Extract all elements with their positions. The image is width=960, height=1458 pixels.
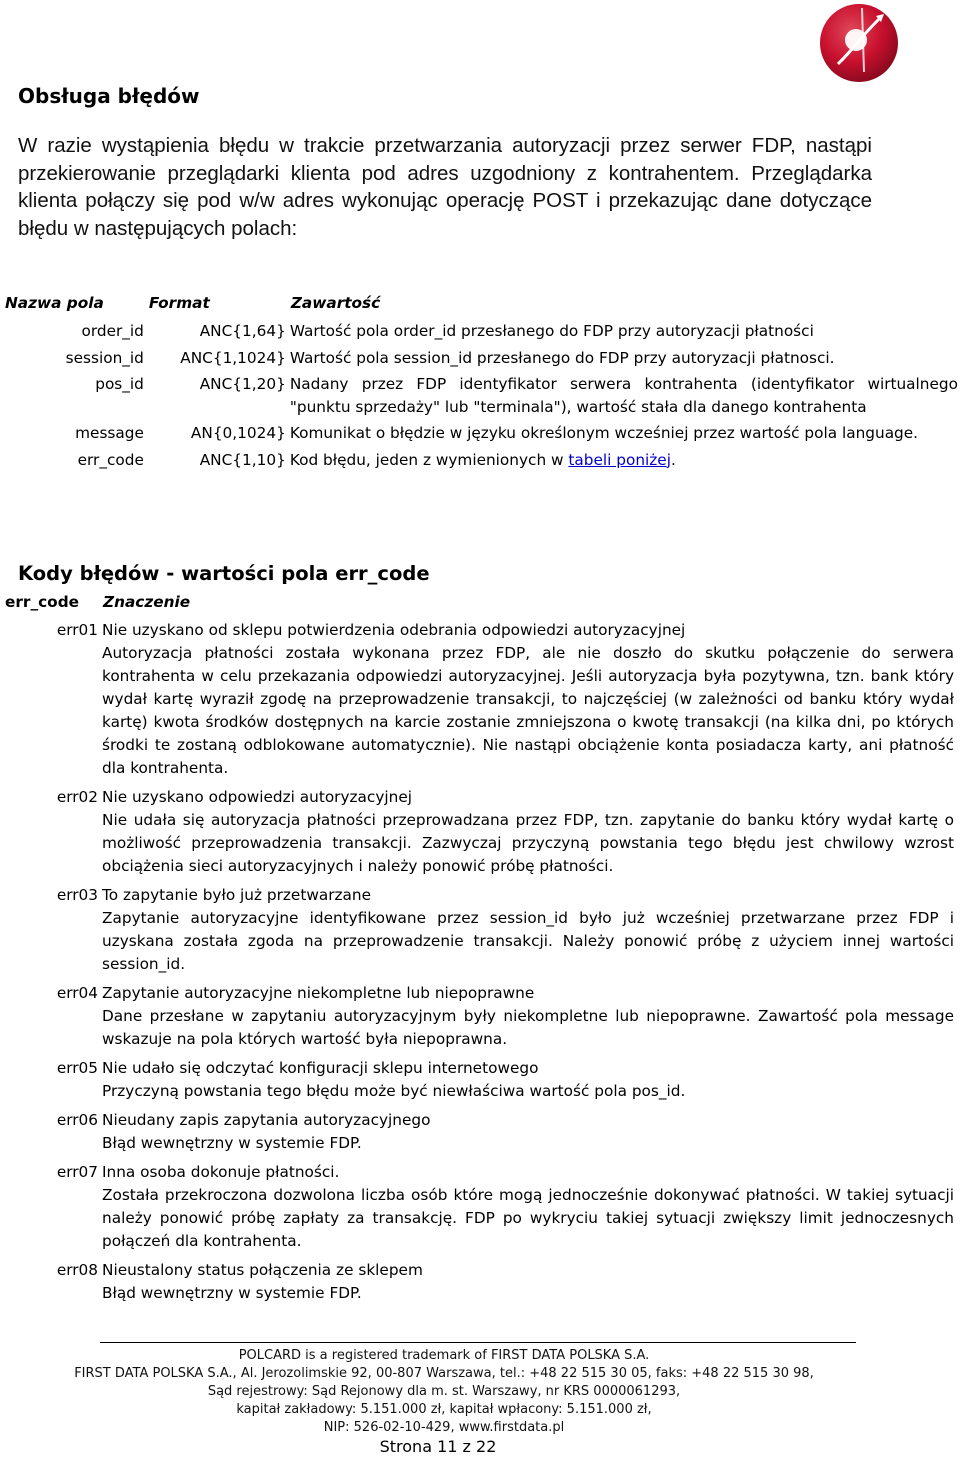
page-number: Strona 11 z 22 [379, 1437, 497, 1456]
error-title: Inna osoba dokonuje płatności. [102, 1163, 340, 1181]
table-row [2, 319, 960, 346]
error-code: err08 [56, 1261, 98, 1279]
field-name: order_id [81, 322, 144, 340]
table-row [2, 1259, 956, 1311]
error-body: Przyczyną powstania tego błędu może być niewłaściwa wartość pola pos_id. [102, 1082, 686, 1100]
error-description [100, 1109, 956, 1161]
error-table-link[interactable]: tabeli poniżej [568, 450, 671, 469]
error-description [100, 1161, 956, 1259]
intro-line: kontrahentem. Przeglądarka klienta połączy się pod w/w adres wykonując [18, 161, 873, 212]
intro-line: W razie wystąpienia błędu w trakcie przetwarzania autoryzacji przez serwer [18, 134, 742, 157]
header-meaning: Znaczenie [103, 593, 191, 611]
error-body: Zapytanie autoryzacyjne identyfikowane przez session_id było już wcześniej przetwarzane przez FDP i uzyskana została zgoda na przeprowadzenie transakcji. Należy ponowić próbę z użyciem innej wartości session_id. [102, 909, 954, 973]
field-content: Nadany przez FDP identyfikator serwera kontrahenta (identyfikator wirtualnego "punktu sprzedaży" lub "terminala"), wartość stała dla danego kontrahenta [289, 375, 958, 416]
error-description [100, 982, 956, 1057]
error-description [100, 884, 956, 982]
footer-trademark: POLCARD is a registered trademark of FIRST DATA POLSKA S.A. [238, 1348, 650, 1363]
error-body: Błąd wewnętrzny w systemie FDP. [102, 1134, 362, 1152]
error-code: err05 [56, 1059, 98, 1077]
field-format: ANC{1,20} [199, 375, 286, 393]
footer-divider [100, 1342, 856, 1343]
error-title: Nieustalony status połączenia ze sklepem [102, 1261, 423, 1279]
intro-line: FDP, nastąpi przekierowanie przeglądarki klienta pod adres uzgodniony z [18, 134, 872, 185]
field-format: ANC{1,64} [199, 322, 286, 340]
error-code: err03 [56, 886, 98, 904]
field-content: Wartość pola session_id przesłanego do FDP przy autoryzacji płatnosci. [289, 348, 835, 367]
table-row [2, 421, 960, 448]
table-row [2, 786, 956, 884]
field-format: ANC{1,10} [199, 450, 286, 469]
header-format: Format [148, 294, 210, 312]
field-name: session_id [65, 348, 144, 367]
error-body: Nie udała się autoryzacja płatności przeprowadzana przez FDP, tzn. zapytanie do banku który wydał kartę o możliwość przeprowadzenia transakcji. Zazwyczaj przyczyną powstania tego błędu jest chwilowy wzrost obciążenia sieci autoryzacyjnych i należy ponowić próbę płatności. [102, 811, 954, 875]
error-description [100, 1259, 956, 1311]
error-title: Nieudany zapis zapytania autoryzacyjnego [102, 1111, 431, 1129]
field-name: message [75, 424, 144, 442]
field-format: ANC{1,1024} [180, 348, 286, 367]
error-code: err07 [56, 1163, 98, 1181]
table-row [2, 448, 960, 475]
footer-registry: Sąd rejestrowy: Sąd Rejonowy dla m. st. Warszawy, nr KRS 0000061293, [207, 1384, 681, 1399]
codes-heading: Kody błędów - wartości pola err_code [18, 562, 430, 585]
polcard-logo-icon [818, 2, 900, 84]
table-row [2, 372, 960, 421]
error-body: Autoryzacja płatności została wykonana przez FDP, ale nie doszło do skutku połączenie do serwera kontrahenta w celu przekazania odpowiedzi autoryzacyjnej. Jeśli autoryzacja była pozytywna, tzn. bank który wydał kartę wyraził zgodę na przeprowadzenie transakcji, to najczęściej (w zależności od banku który wydał kartę) kwota środków dostępnych na karcie zostanie zmniejszona o kwotę transakcji (na kilka dni, po których środki te zostaną odblokowane automatycznie). Nie nastąpi obciążenie konta posiadacza karty, ani płatność dla kontrahenta. [102, 644, 954, 777]
field-content: Wartość pola order_id przesłanego do FDP przy autoryzacji płatności [289, 322, 814, 340]
footer-address: FIRST DATA POLSKA S.A., Al. Jerozolimskie 92, 00-807 Warszawa, tel.: +48 22 515 30 05, faks: +48 22 515 30 98, [74, 1366, 814, 1381]
field-content [288, 448, 960, 475]
error-body: Została przekroczona dozwolona liczba osób które mogą jednocześnie dokonywać płatności. W takiej sytuacji należy ponowić próbę zapłaty za transakcję. FDP po wykryciu takiej sytuacji zwiększy limit jednoczesnych połączeń dla kontrahenta. [102, 1186, 954, 1250]
error-description [100, 1057, 956, 1109]
error-title: Zapytanie autoryzacyjne niekompletne lub niepoprawne [102, 984, 535, 1002]
field-name: pos_id [95, 375, 144, 393]
error-code: err02 [56, 788, 98, 806]
field-content-text: Kod błędu, jeden z wymienionych w [289, 450, 569, 469]
header-content: Zawartość [290, 294, 381, 312]
error-title: Nie uzyskano odpowiedzi autoryzacyjnej [102, 788, 412, 806]
error-codes-table [2, 590, 956, 1311]
footer-nip: NIP: 526-02-10-429, www.firstdata.pl [323, 1420, 565, 1435]
error-body: Błąd wewnętrzny w systemie FDP. [102, 1284, 362, 1302]
intro-line: operację POST i przekazując dane dotyczące błędu w następujących polach: [18, 189, 872, 240]
table-row [2, 982, 956, 1057]
field-name: err_code [77, 450, 144, 469]
table-row [2, 346, 960, 373]
error-code: err01 [56, 621, 98, 639]
intro-paragraph [18, 132, 872, 242]
table-row [2, 1057, 956, 1109]
field-format: AN{0,1024} [190, 424, 286, 442]
header-err-code: err_code [5, 593, 80, 611]
table-row [2, 619, 956, 786]
footer-capital: kapitał zakładowy: 5.151.000 zł, kapitał wpłacony: 5.151.000 zł, [236, 1402, 652, 1417]
table-row [2, 884, 956, 982]
error-code: err04 [56, 984, 98, 1002]
error-code: err06 [56, 1111, 98, 1129]
error-body: Dane przesłane w zapytaniu autoryzacyjnym były niekompletne lub niepoprawne. Zawartość pola message wskazuje na pola których wartość była niepoprawna. [102, 1007, 954, 1048]
section-heading: Obsługa błędów [18, 84, 200, 108]
table-row [2, 1109, 956, 1161]
error-description [100, 619, 956, 786]
table-row [2, 1161, 956, 1259]
field-content: Komunikat o błędzie w języku określonym wcześniej przez wartość pola language. [289, 424, 919, 442]
error-title: To zapytanie było już przetwarzane [102, 886, 372, 904]
error-description [100, 786, 956, 884]
error-title: Nie udało się odczytać konfiguracji sklepu internetowego [102, 1059, 539, 1077]
error-title: Nie uzyskano od sklepu potwierdzenia odebrania odpowiedzi autoryzacyjnej [102, 621, 686, 639]
fields-table [2, 294, 960, 474]
field-content-end: . [670, 450, 676, 469]
header-field-name: Nazwa pola [5, 294, 104, 312]
